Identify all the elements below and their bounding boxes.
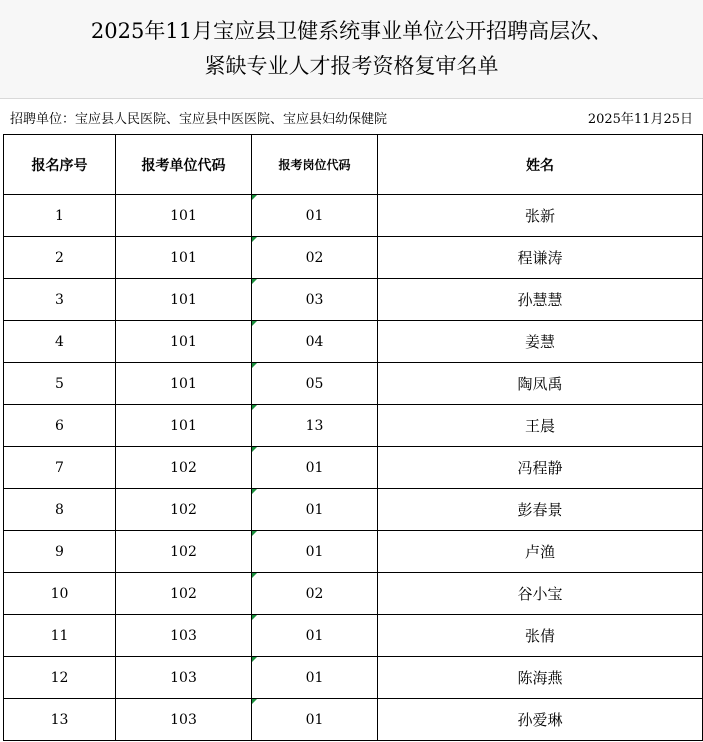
cell-unit-code-text: 102 [170, 543, 197, 560]
cell-unit-code-text: 101 [170, 207, 197, 224]
cell-name [378, 531, 703, 573]
cell-reg-no-text: 9 [55, 543, 64, 560]
cell-reg-no-text: 8 [55, 501, 64, 518]
cell-post-code-text: 13 [305, 417, 324, 434]
cell-name-text: 孙爱琳 [517, 711, 563, 729]
cell-unit-code [116, 447, 252, 489]
cell-marker-icon [252, 195, 257, 200]
cell-name [378, 321, 703, 363]
cell-unit-code-text: 103 [170, 627, 197, 644]
cell-reg-no-text: 6 [55, 417, 64, 434]
cell-post-code-text: 04 [305, 333, 324, 350]
cell-reg-no-text: 1 [55, 207, 64, 224]
cell-reg-no [4, 195, 116, 237]
cell-unit-code [116, 489, 252, 531]
cell-post-code [252, 573, 378, 615]
table-row [4, 615, 703, 657]
cell-marker-icon [252, 573, 257, 578]
cell-reg-no [4, 531, 116, 573]
table-row [4, 447, 703, 489]
table-row [4, 699, 703, 741]
recruiting-units: 招聘单位：宝应县人民医院、宝应县中医医院、宝应县妇幼保健院 [10, 112, 388, 127]
cell-unit-code-text: 103 [170, 669, 197, 686]
cell-name [378, 279, 703, 321]
title-block [0, 0, 703, 99]
cell-name [378, 699, 703, 741]
cell-reg-no-text: 10 [50, 585, 69, 602]
cell-name [378, 573, 703, 615]
cell-post-code [252, 321, 378, 363]
cell-post-code-text: 02 [305, 585, 324, 602]
cell-reg-no [4, 321, 116, 363]
cell-post-code-text: 02 [305, 249, 324, 266]
cell-marker-icon [252, 447, 257, 452]
cell-reg-no-text: 11 [50, 627, 69, 644]
cell-name-text: 张倩 [524, 627, 555, 645]
table-row [4, 573, 703, 615]
publish-date: 2025年11月25日 [587, 112, 693, 127]
cell-marker-icon [252, 237, 257, 242]
header-name: 姓名 [378, 135, 703, 195]
cell-post-code [252, 699, 378, 741]
header-post-code: 报考岗位代码 [252, 135, 378, 195]
cell-post-code [252, 195, 378, 237]
cell-name-text: 陶凤禹 [517, 375, 563, 393]
cell-reg-no [4, 615, 116, 657]
title-line-2: 紧缺专业人才报考资格复审名单 [204, 54, 499, 78]
cell-post-code [252, 237, 378, 279]
table-row [4, 405, 703, 447]
cell-post-code [252, 489, 378, 531]
cell-reg-no [4, 657, 116, 699]
cell-name-text: 冯程静 [517, 459, 563, 477]
cell-reg-no-text: 5 [55, 375, 64, 392]
table-header-row [4, 135, 703, 195]
cell-post-code-text: 01 [305, 669, 324, 686]
table-row [4, 237, 703, 279]
cell-post-code-text: 01 [305, 459, 324, 476]
cell-post-code-text: 01 [305, 207, 324, 224]
cell-name-text: 程谦涛 [517, 249, 563, 267]
cell-post-code-text: 05 [305, 375, 324, 392]
table-row [4, 195, 703, 237]
cell-post-code-text: 01 [305, 501, 324, 518]
cell-post-code [252, 615, 378, 657]
cell-unit-code [116, 237, 252, 279]
table-row [4, 531, 703, 573]
cell-unit-code [116, 405, 252, 447]
cell-unit-code [116, 363, 252, 405]
cell-unit-code [116, 321, 252, 363]
cell-marker-icon [252, 321, 257, 326]
table-row [4, 657, 703, 699]
cell-name-text: 张新 [524, 207, 555, 225]
cell-marker-icon [252, 615, 257, 620]
cell-marker-icon [252, 279, 257, 284]
cell-name [378, 195, 703, 237]
cell-unit-code-text: 103 [170, 711, 197, 728]
cell-reg-no-text: 12 [50, 669, 69, 686]
cell-post-code [252, 657, 378, 699]
table-row [4, 363, 703, 405]
cell-unit-code-text: 102 [170, 501, 197, 518]
cell-unit-code-text: 101 [170, 249, 197, 266]
cell-unit-code [116, 279, 252, 321]
cell-marker-icon [252, 489, 257, 494]
cell-unit-code-text: 102 [170, 585, 197, 602]
cell-post-code-text: 01 [305, 543, 324, 560]
cell-unit-code-text: 101 [170, 375, 197, 392]
cell-unit-code [116, 657, 252, 699]
cell-name-text: 彭春景 [517, 501, 563, 519]
cell-unit-code [116, 195, 252, 237]
cell-name-text: 王晨 [524, 417, 555, 435]
cell-unit-code-text: 101 [170, 417, 197, 434]
cell-marker-icon [252, 699, 257, 704]
cell-reg-no-text: 7 [55, 459, 64, 476]
cell-reg-no-text: 13 [50, 711, 69, 728]
title-line-1: 2025年11月宝应县卫健系统事业单位公开招聘高层次、 [90, 19, 613, 43]
cell-name-text: 姜慧 [524, 333, 555, 351]
cell-post-code [252, 531, 378, 573]
header-unit-code: 报考单位代码 [116, 135, 252, 195]
cell-name [378, 237, 703, 279]
cell-reg-no [4, 237, 116, 279]
cell-unit-code [116, 531, 252, 573]
cell-marker-icon [252, 657, 257, 662]
cell-post-code-text: 01 [305, 627, 324, 644]
info-bar [0, 100, 703, 132]
cell-reg-no [4, 447, 116, 489]
cell-post-code [252, 363, 378, 405]
cell-reg-no [4, 279, 116, 321]
cell-marker-icon [252, 531, 257, 536]
table-row [4, 489, 703, 531]
cell-unit-code-text: 101 [170, 333, 197, 350]
cell-reg-no [4, 573, 116, 615]
cell-post-code [252, 447, 378, 489]
table-row [4, 279, 703, 321]
cell-name-text: 孙慧慧 [517, 291, 563, 309]
cell-name [378, 489, 703, 531]
cell-marker-icon [252, 363, 257, 368]
cell-reg-no [4, 699, 116, 741]
cell-post-code [252, 405, 378, 447]
cell-post-code-text: 03 [305, 291, 324, 308]
cell-name [378, 447, 703, 489]
cell-name [378, 615, 703, 657]
cell-post-code-text: 01 [305, 711, 324, 728]
cell-marker-icon [252, 405, 257, 410]
cell-reg-no [4, 489, 116, 531]
cell-post-code [252, 279, 378, 321]
cell-unit-code [116, 573, 252, 615]
cell-name-text: 谷小宝 [517, 585, 563, 603]
cell-name [378, 657, 703, 699]
cell-reg-no-text: 3 [55, 291, 64, 308]
cell-name [378, 363, 703, 405]
cell-reg-no-text: 2 [55, 249, 64, 266]
table-row [4, 321, 703, 363]
cell-unit-code-text: 102 [170, 459, 197, 476]
cell-reg-no-text: 4 [55, 333, 64, 350]
candidate-table [3, 134, 703, 741]
cell-unit-code-text: 101 [170, 291, 197, 308]
cell-reg-no [4, 363, 116, 405]
cell-reg-no [4, 405, 116, 447]
cell-name-text: 陈海燕 [517, 669, 563, 687]
cell-unit-code [116, 615, 252, 657]
cell-unit-code [116, 699, 252, 741]
table-body [4, 195, 703, 741]
cell-name [378, 405, 703, 447]
cell-name-text: 卢渔 [524, 543, 555, 561]
header-reg-no: 报名序号 [4, 135, 116, 195]
